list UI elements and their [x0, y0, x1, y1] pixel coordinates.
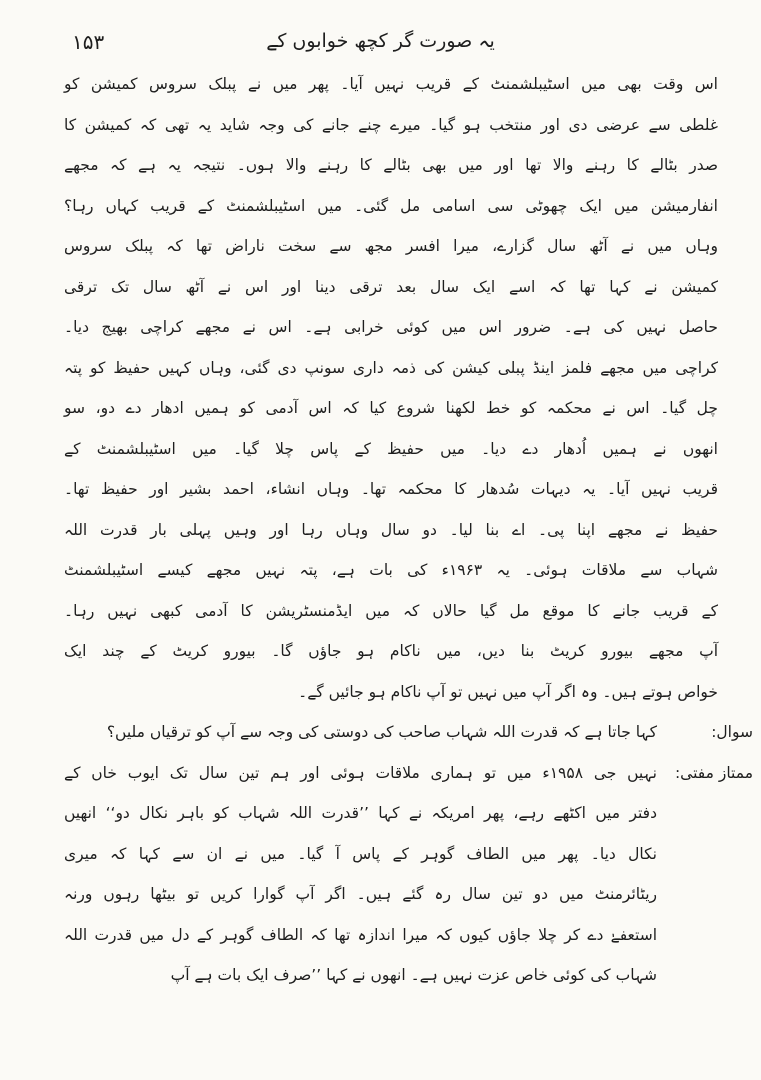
- text-line: انھوں نے ہمیں اُدھار دے دیا۔ میں حفیظ کے پاس چلا گیا۔ میں اسٹیبلشمنٹ کے: [64, 439, 718, 458]
- page-header: [0, 0, 761, 56]
- text-line: آپ مجھے بیورو کریٹ بنا دیں، میں ناکام ہو جاؤں گا۔ بیورو کریٹ کے چند ایک: [64, 642, 718, 660]
- answer-line: نکال دیا۔ پھر میں الطاف گوہر کے پاس آ گیا۔ میں نے ان سے کہا کہ میری: [64, 844, 657, 863]
- text-line: صدر بٹالے کا رہنے والا تھا اور میں بھی بٹالے کا رہنے والا ہوں۔ نتیجہ یہ ہے کہ مجھے: [64, 156, 718, 174]
- answer-line: استعفےٰ دے کر چلا جاؤں کیوں کہ میرا اندازہ تھا کہ الطاف گوہر کے دل میں قدرت اللہ: [64, 925, 657, 944]
- answer-label: ممتاز مفتی:: [674, 763, 753, 782]
- text-line: چل گیا۔ اس نے محکمہ کو خط لکھنا شروع کیا کہ اس آدمی کو ہمیں ادھار دے دو، سو: [64, 399, 718, 417]
- text-line: غلطی سے عرضی دی اور منتخب ہو گیا۔ میرے چنے جانے کی وجہ شاید یہ تھی کہ کمیشن کا: [64, 115, 718, 134]
- answer-line: ریٹائرمنٹ میں دو تین سال رہ گئے ہیں۔ اگر آپ گوارا کریں تو بیٹھا رہوں ورنہ: [64, 885, 657, 903]
- text-line: وہاں میں نے آٹھ سال گزارے، میرا افسر مجھ سے سخت ناراض تھا کہ پبلک سروس: [64, 237, 718, 255]
- text-line: کراچی میں مجھے فلمز اینڈ پبلی کیشن کی ذمہ داری سونپ دی گئی، وہاں کہیں حفیظ کو پتہ: [64, 358, 718, 377]
- answer-line: شہاب کی کوئی خاص عزت نہیں ہے۔ انھوں نے کہا ’’صرف ایک بات ہے آپ: [170, 966, 657, 984]
- question-text: کہا جاتا ہے کہ قدرت اللہ شہاب صاحب کی دوستی کی وجہ سے آپ کو ترقیاں ملیں؟: [106, 723, 657, 741]
- text-line: کے قریب جانے کا موقع مل گیا حالاں کہ میں ایڈمنسٹریشن کا آدمی کبھی نہیں رہا۔: [64, 601, 718, 620]
- text-line: قریب نہیں آیا۔ یہ دیہات سُدھار کا محکمہ تھا۔ وہاں انشاء، احمد بشیر اور حفیظ تھا۔: [64, 480, 718, 498]
- question-block: [64, 712, 753, 753]
- text-line: شہاب سے ملاقات ہوئی۔ یہ ۱۹۶۳ء کی بات ہے، پتہ نہیں مجھے کیسے اسٹیبلشمنٹ: [64, 561, 719, 579]
- text-line: حفیظ نے مجھے اپنا پی۔ اے بنا لیا۔ دو سال وہاں رہا اور وہیں پہلی بار قدرت اللہ: [64, 520, 718, 539]
- answer-line: دفتر میں اکٹھے رہے، پھر امریکہ نے کہا ’’قدرت اللہ شہاب کو باہر نکال دو‘‘ انھیں: [64, 804, 657, 822]
- text-line: خواص ہوتے ہیں۔ وہ اگر آپ میں نہیں تو آپ ناکام ہو جائیں گے۔: [298, 682, 718, 701]
- page-number: ۱۵۳: [72, 30, 105, 54]
- text-line: کمیشن نے کہا تھا کہ اسے ایک سال بعد ترقی دینا اور اس نے آٹھ سال تک ترقی: [64, 277, 718, 296]
- page-body: [0, 56, 761, 1016]
- answer-block: [64, 753, 753, 996]
- question-label: سوال:: [711, 723, 753, 741]
- text-line: انفارمیشن میں ایک چھوٹی سی اسامی مل گئی۔ میں اسٹیبلشمنٹ کے قریب کہاں رہا؟: [64, 196, 718, 215]
- running-title: یہ صورت گر کچھ خوابوں کے: [266, 30, 495, 52]
- text-line: حاصل نہیں کی ہے۔ ضرور اس میں کوئی خرابی ہے۔ اس نے مجھے کراچی بھیج دیا۔: [64, 318, 718, 336]
- text-line: اس وقت بھی میں اسٹیبلشمنٹ کے قریب نہیں آیا۔ پھر میں نے پبلک سروس کمیشن کو: [64, 75, 718, 93]
- answer-line: نہیں جی ۱۹۵۸ء میں تو ہماری ملاقات ہوئی اور ہم تین سال تک ایوب خاں کے: [64, 763, 657, 782]
